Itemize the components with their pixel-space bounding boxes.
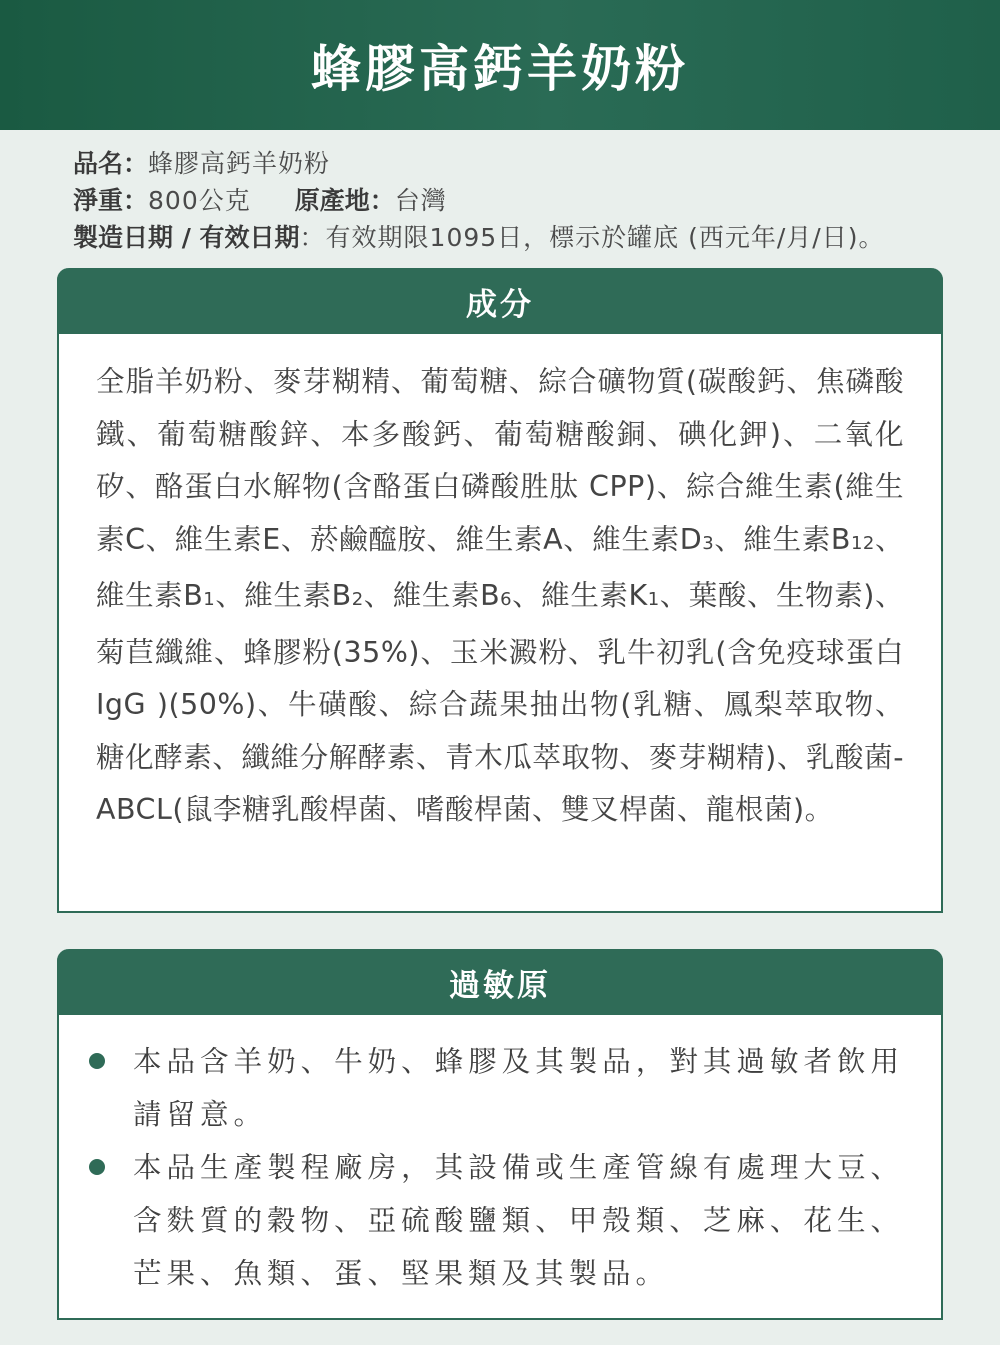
ingredients-text-part: 、維生素B [714,522,851,556]
product-name-row [73,145,973,182]
origin-value: 台灣 [394,186,447,215]
origin-label: 原產地： [294,186,395,215]
subscript: 1 [203,589,216,610]
weight-label: 淨重： [73,186,149,215]
product-info [73,145,973,256]
allergen-item-text: 本品生產製程廠房，其設備或生產管線有處理大豆、含麩質的穀物、亞硫酸鹽類、甲殼類、芝麻、花生、芒果、魚類、蛋、堅果類及其製品。 [133,1151,904,1290]
ingredients-text-part: 、維生素B [96,522,904,612]
weight-value: 800公克 [148,186,251,215]
date-label: 製造日期 / 有效日期 [73,223,300,252]
subscript: 6 [500,589,513,610]
ingredients-text-part: 、維生素K [512,579,648,612]
ingredients-panel [57,268,943,913]
weight-origin-row [73,182,973,219]
ingredients-text-part: 全脂羊奶粉、麥芽糊精、葡萄糖、綜合礦物質(碳酸鈣、焦磷酸鐵、葡萄糖酸鋅、本多酸鈣、葡萄糖酸銅、碘化鉀)、二氧化矽、酪蛋白水解物(含酪蛋白磷酸胜肽 CPP)、綜合維生素(維生素C、維生素E、菸鹼醯胺、維生素A、維生素D [96,365,904,556]
bullet-icon [89,1053,105,1069]
allergen-panel [57,949,943,1320]
ingredients-text-part: 、維生素B [215,579,352,612]
subscript: 3 [702,532,715,554]
ingredients-text-part: 、維生素B [363,579,501,612]
allergen-header [57,949,943,1015]
allergen-list [59,1015,941,1300]
list-item [89,1035,904,1141]
product-name-value: 蜂膠高鈣羊奶粉 [148,149,331,178]
allergen-heading: 過敏原 [449,967,551,1004]
ingredients-heading: 成分 [466,286,534,323]
ingredients-text [59,334,941,837]
subscript: 12 [850,532,875,554]
title-banner [0,0,1000,130]
subscript: 2 [351,589,364,610]
product-name-label: 品名： [73,149,149,178]
date-value: ：有效期限1095日，標示於罐底 (西元年/月/日)。 [299,223,885,252]
ingredients-header [57,268,943,334]
bullet-icon [89,1159,105,1175]
date-row [73,219,973,256]
ingredients-text-part: 、葉酸、生物素)、菊苣纖維、蜂膠粉(35%)、玉米澱粉、乳牛初乳(含免疫球蛋白IgG )(50%)、牛磺酸、綜合蔬果抽出物(乳糖、鳳梨萃取物、糖化酵素、纖維分解酵素、青木瓜萃取物、麥芽糊精)、乳酸菌-ABCL(鼠李糖乳酸桿菌、嗜酸桿菌、雙叉桿菌、龍根菌)。 [96,579,904,826]
allergen-item-text: 本品含羊奶、牛奶、蜂膠及其製品，對其過敏者飲用請留意。 [133,1045,904,1131]
product-title: 蜂膠高鈣羊奶粉 [311,40,689,98]
list-item [89,1141,904,1300]
subscript: 1 [647,589,660,610]
